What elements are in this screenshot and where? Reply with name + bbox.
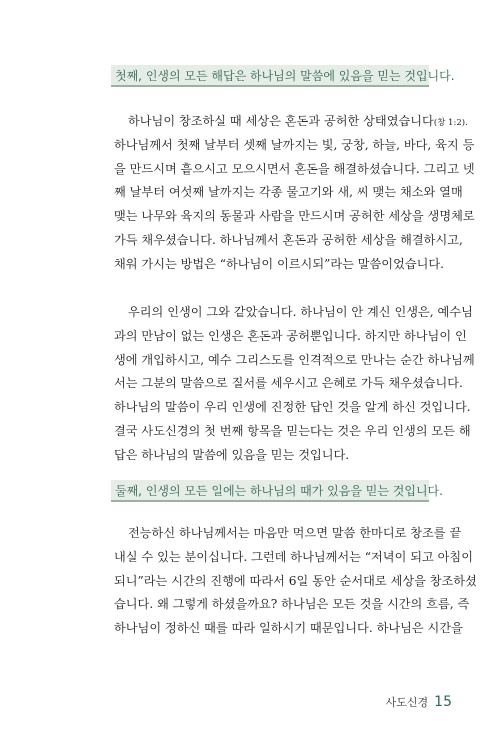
text-line: 결국 사도신경의 첫 번째 항목을 믿는다는 것은 우리 인생의 모든 해	[114, 423, 471, 438]
text-line: 전능하신 하나님께서는 마음만 먹으면 말씀 한마디로 창조를 끝	[128, 526, 462, 540]
text-line: 습니다. 왜 그렇게 하셨을까요? 하나님은 모든 것을 시간의 흐름, 즉	[114, 597, 470, 612]
text-line: 서는 그분의 말씀으로 질서를 세우시고 은혜로 가득 채우셨습니다.	[114, 376, 463, 391]
text-line: 하나님께서 첫째 날부터 셋째 날까지는 빛, 궁창, 하늘, 바다, 육지 등	[114, 137, 475, 152]
book-title: 사도신경	[385, 696, 429, 709]
text-line: 째 날부터 여섯째 날까지는 각종 물고기와 새, 씨 맺는 채소와 열매	[114, 185, 463, 200]
paragraph-our-life	[114, 301, 475, 468]
text-line: 과의 만남이 없는 인생은 혼돈과 공허뿐입니다. 하지만 하나님이 인	[114, 328, 467, 343]
page-footer	[386, 691, 452, 710]
text-line: 내실 수 있는 분이십니다. 그런데 하나님께서는 “저녁이 되고 아침이	[114, 549, 473, 564]
text-line: 우리의 인생이 그와 같았습니다. 하나님이 안 계신 인생은, 예수님	[128, 305, 473, 319]
text-line-main: 하나님이 창조하실 때 세상은 혼돈과 공허한 상태였습니다	[128, 114, 434, 128]
text-line: 되니”라는 시간의 진행에 따라서 6일 동안 순서대로 세상을 창조하셨	[114, 573, 477, 588]
text-line: 생에 개입하시고, 예수 그리스도를 인격적으로 만나는 순간 하나님께	[114, 352, 475, 367]
text-line: 하나님이 정하신 때를 따라 일하시기 때문입니다. 하나님은 시간을	[114, 621, 463, 636]
text-line	[114, 110, 468, 134]
page-number: 15	[434, 694, 452, 710]
text-line: 가득 채우셨습니다. 하나님께서 혼돈과 공허한 세상을 해결하시고,	[114, 232, 463, 247]
section-heading-second: 둘째, 인생의 모든 일에는 하나님의 때가 있음을 믿는 것입니다.	[111, 480, 429, 502]
text-line: 답은 하나님의 말씀에 있음을 믿는 것입니다.	[114, 447, 350, 462]
text-line: 맺는 나무와 육지의 동물과 사람을 만드시며 공허한 세상을 생명체로	[114, 209, 475, 224]
section-heading-first: 첫째, 인생의 모든 해답은 하나님의 말씀에 있음을 믿는 것입니다.	[111, 65, 429, 87]
bible-reference: (창 1:2).	[433, 118, 468, 128]
paragraph-creation	[114, 110, 475, 277]
text-line: 을 만드시며 흩으시고 모으시면서 혼돈을 해결하셨습니다. 그리고 넷	[114, 161, 475, 176]
text-line: 채워 가시는 방법은 “하나님이 이르시되”라는 말씀이었습니다.	[114, 256, 445, 271]
paragraph-gods-time	[114, 522, 477, 641]
text-line: 하나님의 말씀이 우리 인생에 진정한 답인 것을 알게 하신 것입니다.	[114, 400, 471, 415]
